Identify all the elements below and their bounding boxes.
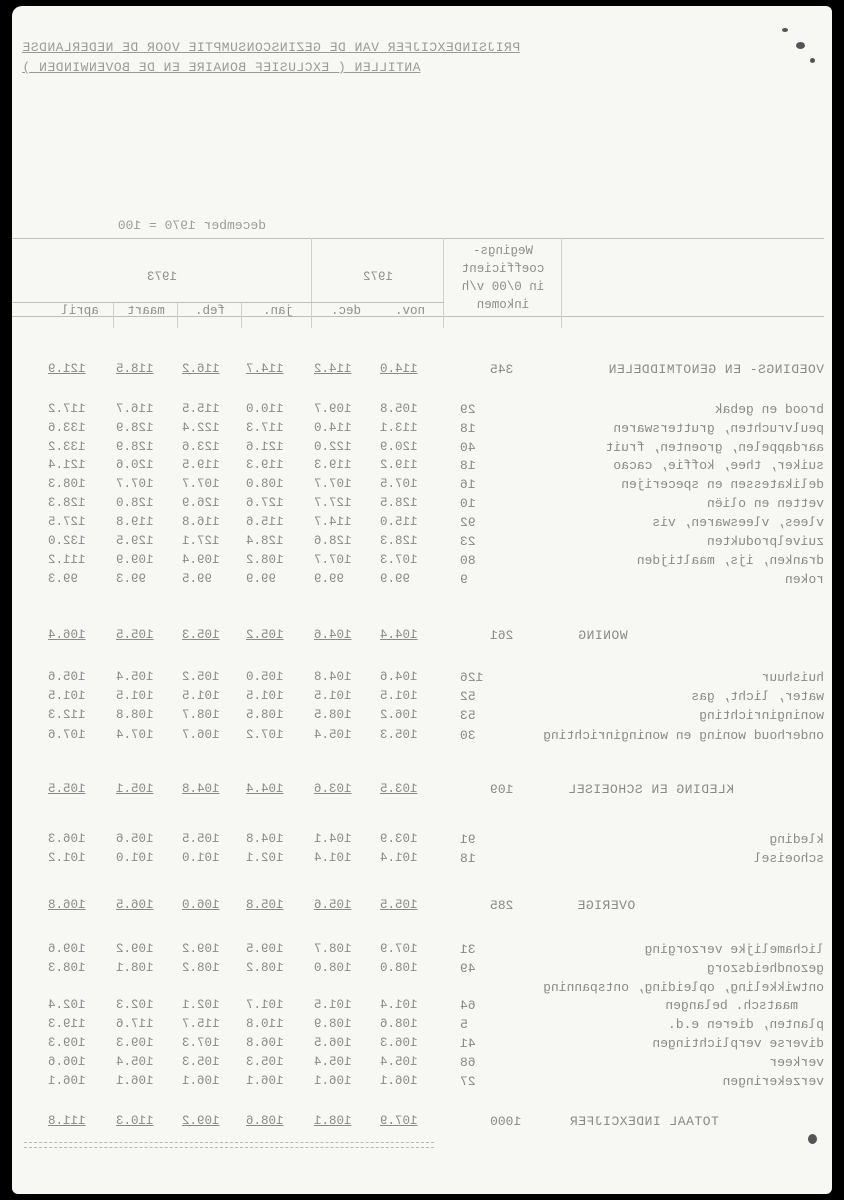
index-value-cell: 120.6: [116, 458, 154, 472]
index-value-cell: 128.6: [314, 534, 352, 548]
index-value-cell: 108.5: [246, 708, 284, 722]
index-value-cell: 114.0: [380, 362, 418, 376]
index-value-cell: 116.2: [182, 362, 220, 376]
index-value-cell: 104.4: [380, 628, 418, 642]
table-top-rule: [12, 238, 824, 239]
index-value-cell: 101.0: [182, 851, 220, 865]
index-value-cell: 106.8: [246, 1036, 284, 1050]
index-value-cell: 107.2: [246, 728, 284, 742]
row-label: vetten en oliën: [706, 496, 824, 511]
index-value-cell: 103.6: [314, 782, 352, 796]
index-value-cell: 109.6: [48, 942, 86, 956]
weight-cell: 345: [490, 362, 514, 377]
index-value-cell: 105.4: [314, 728, 352, 742]
index-value-cell: 105.6: [314, 898, 352, 912]
index-value-cell: 117.2: [48, 402, 86, 416]
index-value-cell: 102.4: [48, 998, 86, 1012]
index-value-cell: 105.8: [246, 898, 284, 912]
index-value-cell: 111.8: [48, 1114, 86, 1128]
index-value-cell: 109.2: [182, 1114, 220, 1128]
year-1973-rule: [12, 302, 312, 303]
index-value-cell: 110.8: [246, 1017, 284, 1031]
index-value-cell: 128.4: [246, 534, 284, 548]
index-value-cell: 127.1: [182, 534, 220, 548]
index-value-cell: 116.7: [116, 402, 154, 416]
index-value-cell: 104.8: [314, 670, 352, 684]
index-value-cell: 127.5: [48, 515, 86, 529]
index-value-cell: 105.8: [380, 402, 418, 416]
scan-speck: [782, 28, 788, 32]
row-label: huishuur: [761, 670, 824, 685]
row-label: maatsch. belangen: [665, 998, 798, 1013]
row-label: gezondheidszorg: [706, 961, 824, 976]
index-value-cell: 105.5: [48, 782, 86, 796]
index-value-cell: 102.1: [246, 851, 284, 865]
index-value-cell: 108.3: [48, 961, 86, 975]
index-value-cell: 105.3: [182, 1055, 220, 1069]
row-label: delikatessen en specerijen: [621, 477, 824, 492]
index-value-cell: 109.9: [116, 553, 154, 567]
weight-cell: 10: [460, 496, 476, 511]
index-value-cell: 107.4: [116, 728, 154, 742]
index-value-cell: 109.7: [314, 402, 352, 416]
section-label: WONING: [577, 628, 628, 643]
index-value-cell: 105.1: [116, 782, 154, 796]
total-rule: [24, 1142, 434, 1143]
row-label: planten, dieren e.d.: [667, 1017, 824, 1032]
index-value-cell: 99.9: [380, 572, 411, 586]
row-label: kleding: [769, 832, 824, 847]
index-value-cell: 101.4: [314, 851, 352, 865]
index-value-cell: 105.5: [380, 898, 418, 912]
index-value-cell: 116.8: [182, 515, 220, 529]
index-value-cell: 106.3: [380, 1036, 418, 1050]
index-value-cell: 106.1: [182, 1074, 220, 1088]
index-value-cell: 101.5: [246, 689, 284, 703]
index-value-cell: 107.7: [182, 477, 220, 491]
weight-header-line: coefficient: [461, 262, 545, 276]
index-value-cell: 105.4: [314, 1055, 352, 1069]
index-value-cell: 106.7: [182, 728, 220, 742]
scan-speck: [796, 42, 805, 49]
index-value-cell: 110.3: [116, 1114, 154, 1128]
index-value-cell: 119.8: [116, 515, 154, 529]
row-label: peulvruchten, grutterswaren: [613, 421, 824, 436]
row-label: roken: [784, 572, 824, 587]
index-value-cell: 104.8: [182, 782, 220, 796]
row-label: vlees, vleeswaren, vis: [652, 515, 824, 530]
weight-cell: 53: [460, 708, 476, 723]
weight-cell: 18: [460, 421, 476, 436]
index-value-cell: 105.5: [182, 832, 220, 846]
index-value-cell: 108.7: [314, 942, 352, 956]
weight-cell: 80: [460, 553, 476, 568]
year-1972-header: 1972: [363, 270, 394, 284]
index-value-cell: 109.4: [182, 553, 220, 567]
weight-cell: 41: [460, 1036, 476, 1051]
index-value-cell: 108.2: [182, 961, 220, 975]
row-label: aardappelen, groenten, fruit: [605, 440, 824, 455]
index-value-cell: 107.3: [380, 553, 418, 567]
index-value-cell: 99.3: [116, 572, 147, 586]
index-value-cell: 109.5: [246, 942, 284, 956]
index-value-cell: 101.4: [380, 998, 418, 1012]
index-value-cell: 108.6: [380, 1017, 418, 1031]
index-value-cell: 108.1: [116, 961, 154, 975]
index-value-cell: 107.9: [380, 942, 418, 956]
index-value-cell: 104.6: [380, 670, 418, 684]
weight-cell: 40: [460, 440, 476, 455]
weight-cell: 9: [460, 572, 468, 587]
index-value-cell: 108.2: [246, 961, 284, 975]
index-value-cell: 129.5: [116, 534, 154, 548]
weight-header-line: inkomen: [476, 298, 530, 312]
index-value-cell: 107.5: [380, 477, 418, 491]
index-value-cell: 104.6: [314, 628, 352, 642]
column-divider: [177, 302, 178, 328]
index-value-cell: 102.1: [182, 998, 220, 1012]
index-value-cell: 119.3: [246, 458, 284, 472]
index-value-cell: 108.2: [246, 553, 284, 567]
index-value-cell: 126.9: [182, 496, 220, 510]
scan-speck: [810, 58, 815, 63]
index-value-cell: 106.1: [246, 1074, 284, 1088]
index-value-cell: 105.3: [182, 628, 220, 642]
index-value-cell: 107.6: [48, 728, 86, 742]
weight-cell: 1000: [490, 1114, 522, 1129]
index-value-cell: 122.4: [182, 421, 220, 435]
section-label: KLEDING EN SCHOEISEL: [567, 782, 734, 797]
row-label: ontwikkeling, opleiding, ontspanning: [543, 980, 824, 995]
document-page: [12, 6, 832, 1194]
index-value-cell: 113.1: [380, 421, 418, 435]
index-value-cell: 99.9: [246, 572, 277, 586]
section-label: VOEDINGS- EN GENOTMIDDELEN: [608, 362, 824, 377]
weight-cell: 30: [460, 728, 476, 743]
index-value-cell: 104.8: [246, 832, 284, 846]
index-value-cell: 127.6: [246, 496, 284, 510]
index-value-cell: 101.5: [182, 689, 220, 703]
index-value-cell: 103.5: [380, 782, 418, 796]
weight-cell: 31: [460, 942, 476, 957]
index-value-cell: 119.3: [48, 1017, 86, 1031]
index-value-cell: 109.3: [48, 1036, 86, 1050]
index-value-cell: 111.2: [48, 553, 86, 567]
weight-cell: 5: [460, 1017, 468, 1032]
column-divider: [241, 302, 242, 328]
index-value-cell: 108.1: [314, 1114, 352, 1128]
index-value-cell: 119.2: [380, 458, 418, 472]
index-value-cell: 99.9: [314, 572, 345, 586]
year-1972-rule: [312, 302, 444, 303]
row-label: dranken, ijs, maaltijden: [636, 553, 824, 568]
index-value-cell: 101.5: [314, 998, 352, 1012]
index-value-cell: 101.5: [48, 689, 86, 703]
index-value-cell: 108.3: [48, 477, 86, 491]
weight-header-line: in 0/00 v/h: [461, 280, 545, 294]
section-label: TOTAAL INDEXCIJFER: [569, 1114, 719, 1129]
index-value-cell: 115.0: [380, 515, 418, 529]
index-value-cell: 105.2: [182, 670, 220, 684]
index-value-cell: 108.7: [182, 708, 220, 722]
index-value-cell: 104.1: [314, 832, 352, 846]
index-value-cell: 101.2: [48, 851, 86, 865]
index-value-cell: 106.3: [48, 832, 86, 846]
index-value-cell: 106.1: [48, 1074, 86, 1088]
weight-cell: 18: [460, 851, 476, 866]
index-value-cell: 121.6: [246, 440, 284, 454]
index-value-cell: 101.4: [380, 851, 418, 865]
scan-speck: [808, 1134, 817, 1144]
index-value-cell: 123.6: [182, 440, 220, 454]
index-value-cell: 108.9: [314, 1017, 352, 1031]
row-label: water, licht, gas: [691, 689, 824, 704]
row-label: schoeisel: [753, 851, 824, 866]
index-value-cell: 108.8: [116, 708, 154, 722]
column-divider: [113, 302, 114, 328]
index-value-cell: 101.5: [380, 689, 418, 703]
weight-cell: 64: [460, 998, 476, 1013]
index-value-cell: 106.2: [380, 708, 418, 722]
index-value-cell: 115.7: [182, 1017, 220, 1031]
index-value-cell: 107.7: [314, 553, 352, 567]
index-value-cell: 133.6: [48, 421, 86, 435]
index-value-cell: 107.9: [380, 1114, 418, 1128]
index-value-cell: 114.7: [246, 362, 284, 376]
index-value-cell: 112.3: [48, 708, 86, 722]
total-rule: [24, 1147, 434, 1148]
index-value-cell: 104.4: [246, 782, 284, 796]
index-value-cell: 105.4: [116, 1055, 154, 1069]
index-value-cell: 105.4: [116, 670, 154, 684]
year-1973-header: 1973: [147, 270, 178, 284]
index-value-cell: 128.3: [380, 534, 418, 548]
base-period-note: december 1970 = 100: [117, 218, 266, 233]
row-label: suiker, thee, koffie, cacao: [613, 458, 824, 473]
month-header: maart: [127, 304, 165, 318]
index-value-cell: 105.3: [380, 728, 418, 742]
index-value-cell: 105.4: [380, 1055, 418, 1069]
index-value-cell: 122.0: [314, 440, 352, 454]
index-value-cell: 106.6: [48, 1055, 86, 1069]
index-value-cell: 101.5: [116, 689, 154, 703]
index-value-cell: 128.3: [48, 496, 86, 510]
weight-cell: 29: [460, 402, 476, 417]
index-value-cell: 102.3: [116, 998, 154, 1012]
index-value-cell: 115.5: [182, 402, 220, 416]
weight-column-header: [444, 242, 562, 314]
row-label: zuivelprodukten: [706, 534, 824, 549]
index-value-cell: 106.5: [116, 898, 154, 912]
index-value-cell: 105.5: [116, 628, 154, 642]
index-value-cell: 118.5: [116, 362, 154, 376]
index-value-cell: 105.2: [246, 628, 284, 642]
index-value-cell: 117.6: [116, 1017, 154, 1031]
row-label: onderhoud woning en woninginrichting: [543, 728, 824, 743]
index-value-cell: 106.8: [48, 898, 86, 912]
index-value-cell: 110.0: [246, 402, 284, 416]
month-header: jan.: [263, 304, 294, 318]
index-value-cell: 109.3: [116, 1036, 154, 1050]
weight-cell: 92: [460, 515, 476, 530]
index-value-cell: 105.6: [116, 832, 154, 846]
index-value-cell: 109.2: [182, 942, 220, 956]
month-header: nov.: [395, 304, 426, 318]
mirrored-sheet: [12, 6, 832, 1194]
month-header: april: [61, 304, 99, 318]
index-value-cell: 101.5: [314, 689, 352, 703]
index-value-cell: 128.5: [380, 496, 418, 510]
index-value-cell: 127.7: [314, 496, 352, 510]
index-value-cell: 106.1: [116, 1074, 154, 1088]
index-value-cell: 106.5: [314, 1036, 352, 1050]
index-value-cell: 99.5: [182, 572, 213, 586]
index-value-cell: 121.4: [48, 458, 86, 472]
index-value-cell: 99.3: [48, 572, 79, 586]
index-value-cell: 108.0: [380, 961, 418, 975]
index-value-cell: 128.9: [116, 440, 154, 454]
index-value-cell: 128.0: [116, 496, 154, 510]
weight-cell: 23: [460, 534, 476, 549]
weight-cell: 18: [460, 458, 476, 473]
row-label: diverse verplichtingen: [652, 1036, 824, 1051]
row-label: brood en gebak: [714, 402, 824, 417]
weight-cell: 285: [490, 898, 514, 913]
index-value-cell: 108.0: [314, 961, 352, 975]
document-title-line1: PRIJSINDEXCIJFER VAN DE GEZINSCONSUMPTIE VOOR DE NEDERLANDSE: [22, 40, 521, 55]
row-label: verzekeringen: [722, 1074, 824, 1089]
index-value-cell: 108.5: [314, 708, 352, 722]
index-value-cell: 108.0: [246, 477, 284, 491]
index-value-cell: 107.3: [182, 1036, 220, 1050]
weight-cell: 16: [460, 477, 476, 492]
index-value-cell: 114.0: [314, 421, 352, 435]
index-value-cell: 105.0: [246, 670, 284, 684]
index-value-cell: 103.9: [380, 832, 418, 846]
index-value-cell: 114.2: [314, 362, 352, 376]
index-value-cell: 108.6: [246, 1114, 284, 1128]
index-value-cell: 105.6: [48, 670, 86, 684]
index-value-cell: 106.1: [380, 1074, 418, 1088]
weight-header-line: Wegings-: [473, 244, 534, 258]
index-value-cell: 133.2: [48, 440, 86, 454]
index-value-cell: 106.4: [48, 628, 86, 642]
index-value-cell: 132.0: [48, 534, 86, 548]
index-value-cell: 119.3: [314, 458, 352, 472]
weight-cell: 49: [460, 961, 476, 976]
row-label: woninginrichting: [699, 708, 824, 723]
index-value-cell: 121.9: [48, 362, 86, 376]
weight-cell: 27: [460, 1074, 476, 1089]
index-value-cell: 101.7: [246, 998, 284, 1012]
index-value-cell: 107.7: [314, 477, 352, 491]
document-title-line2: ANTILLEN ( EXCLUSIEF BONAIRE EN DE BOVENWINDEN ): [22, 60, 421, 75]
month-header: feb.: [195, 304, 226, 318]
index-value-cell: 115.6: [246, 515, 284, 529]
month-header: dec.: [331, 304, 362, 318]
index-value-cell: 120.9: [380, 440, 418, 454]
index-value-cell: 128.9: [116, 421, 154, 435]
section-label: OVERIGE: [577, 898, 636, 913]
index-value-cell: 107.7: [116, 477, 154, 491]
weight-cell: 126: [460, 670, 484, 685]
index-value-cell: 117.3: [246, 421, 284, 435]
row-label: verkeer: [769, 1055, 824, 1070]
row-label: lichamelijke verzorging: [644, 942, 824, 957]
index-value-cell: 105.3: [246, 1055, 284, 1069]
weight-cell: 261: [490, 628, 514, 643]
index-value-cell: 109.2: [116, 942, 154, 956]
index-value-cell: 106.1: [314, 1074, 352, 1088]
index-value-cell: 106.0: [182, 898, 220, 912]
index-value-cell: 114.7: [314, 515, 352, 529]
weight-cell: 52: [460, 689, 476, 704]
weight-cell: 109: [490, 782, 514, 797]
weight-cell: 91: [460, 832, 476, 847]
index-value-cell: 101.0: [116, 851, 154, 865]
weight-cell: 68: [460, 1055, 476, 1070]
index-value-cell: 119.5: [182, 458, 220, 472]
